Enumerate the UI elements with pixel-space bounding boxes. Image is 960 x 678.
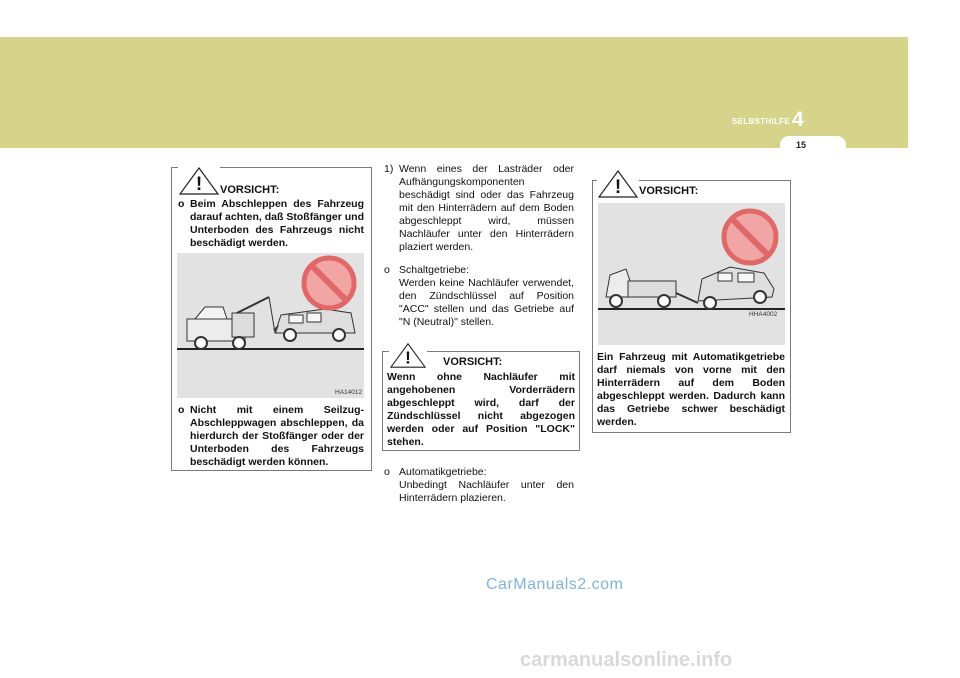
bullet: o	[178, 404, 185, 416]
instruction-item-automatic	[384, 466, 574, 505]
bullet: 1)	[384, 163, 394, 175]
automatic-transmission-title: Automatikgetriebe:	[399, 466, 487, 478]
manual-transmission-title: Schaltgetriebe:	[399, 264, 470, 276]
header-band	[0, 37, 908, 148]
figure-code: HA14012	[335, 389, 363, 396]
automatic-transmission-text: Unbedingt Nachläufer unter den Hinterrädern plazieren.	[399, 479, 574, 504]
warning-triangle-icon	[597, 169, 639, 199]
flatbed-tow-drawing	[598, 203, 785, 345]
instruction-item-manual	[384, 264, 574, 329]
tow-truck-cable-drawing	[177, 253, 364, 398]
caution-text: Wenn ohne Nachläufer mit angehobenen Vorderrädern abgeschleppt wird, darf der Zündschlüssel nicht abgezogen werden oder auf Position "LOCK" stehen.	[387, 371, 575, 448]
caution-text: Ein Fahrzeug mit Automatikgetriebe darf niemals von vorne mit den Hinterrädern auf dem Boden abgeschleppt werden. Dadurch kann das Getriebe schwer beschädigt werden.	[597, 351, 785, 428]
warning-triangle-icon	[178, 166, 220, 196]
caution-box-right	[592, 177, 791, 433]
svg-text:!: !	[195, 174, 203, 195]
caution-box-left	[171, 167, 372, 471]
caution-item-1	[178, 198, 364, 250]
watermark-carmanuals2[interactable]: CarManuals2.com	[486, 576, 624, 593]
chapter-number: 4	[792, 108, 804, 131]
tow-truck-illustration	[177, 253, 364, 398]
caution-title: VORSICHT:	[639, 185, 699, 197]
caution-item-text: Nicht mit einem Seilzug-Abschleppwagen abschleppen, da hierdurch der Stoßfänger oder der Unterboden des Fahrzeugs beschädigt werden können.	[190, 404, 364, 468]
figure-code: HHA4002	[749, 311, 778, 318]
instruction-item-1	[384, 163, 574, 254]
caution-title: VORSICHT:	[443, 356, 503, 368]
caution-box-middle	[382, 348, 580, 451]
svg-text:!: !	[405, 348, 411, 368]
flatbed-tow-illustration	[598, 203, 785, 345]
chapter-title: SELBSTHILFE	[732, 117, 790, 126]
bullet: o	[384, 264, 390, 276]
instruction-text: Wenn eines der Lasträder oder Aufhängungskomponenten beschädigt sind oder das Fahrzeug mit den Hinterrädern auf dem Boden abgeschleppt wird, müssen Nachläufer unter den Hinterrädern plaziert werden.	[399, 163, 574, 253]
warning-triangle-icon	[389, 342, 427, 369]
caution-item-2	[178, 404, 364, 469]
caution-item-text: Beim Abschleppen des Fahrzeug darauf achten, daß Stoßfänger und Unterboden des Fahrzeugs nicht beschädigt werden.	[190, 198, 364, 249]
manual-transmission-text: Werden keine Nachläufer verwendet, den Zündschlüssel auf Position "ACC" stellen und das Getriebe auf "N (Neutral)" stellen.	[399, 277, 574, 328]
page-tab	[780, 136, 846, 156]
bullet: o	[384, 466, 390, 478]
watermark-carmanualsonline[interactable]: carmanualsonline.info	[520, 649, 733, 671]
caution-title: VORSICHT:	[220, 184, 280, 196]
page-number: 15	[796, 140, 807, 150]
svg-text:!: !	[614, 177, 622, 198]
bullet: o	[178, 198, 185, 210]
